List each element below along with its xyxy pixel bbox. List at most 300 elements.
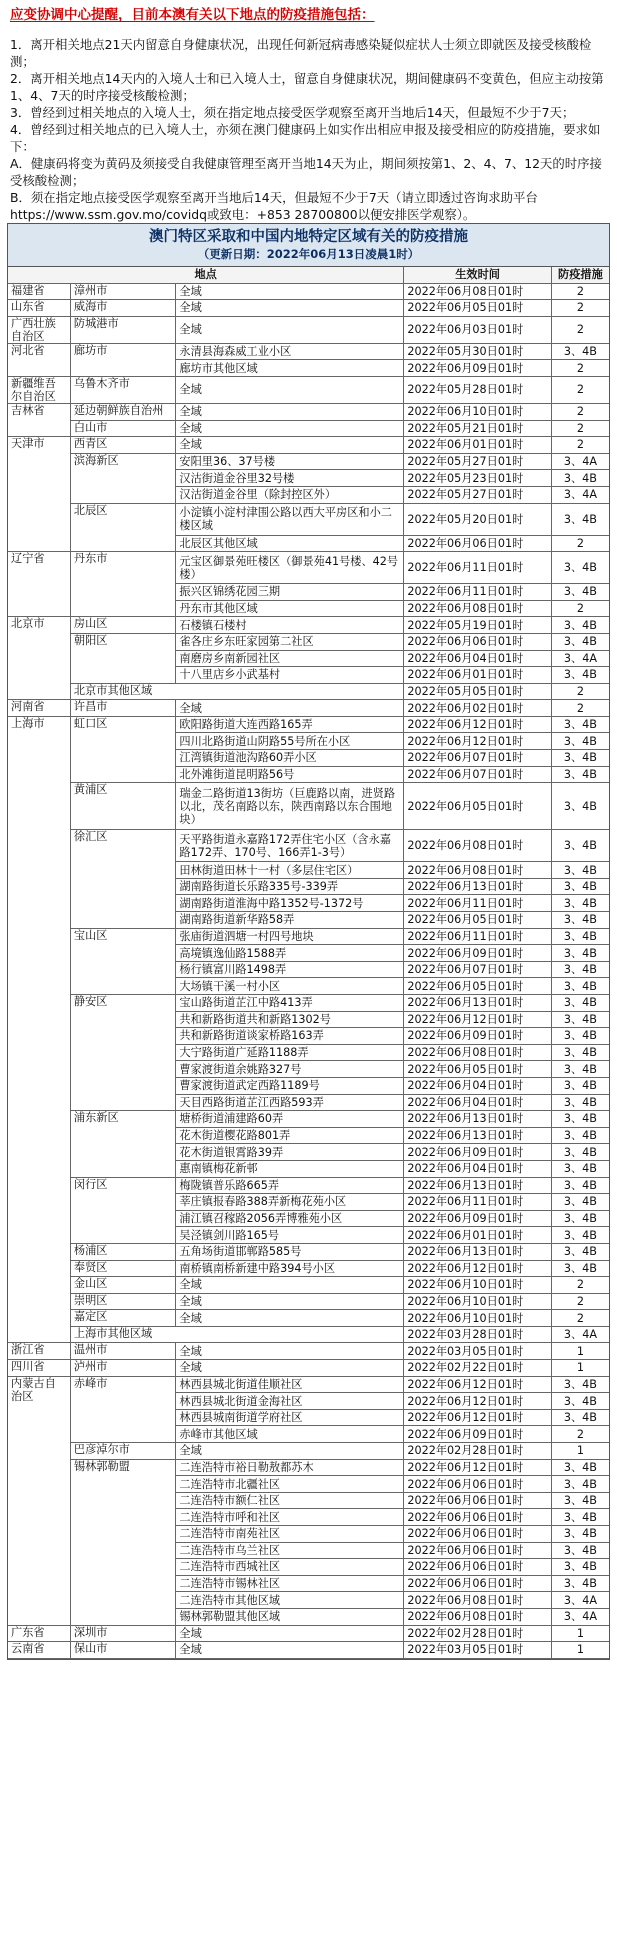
area-cell: 共和新路街道共和新路1302号 (176, 1011, 404, 1028)
province-cell: 福建省 (8, 283, 70, 300)
effective-time-cell: 2022年02月28日01时 (404, 1443, 552, 1460)
city-cell: 金山区 (70, 1277, 176, 1294)
area-cell: 湖南路街道新华路58弄 (176, 912, 404, 929)
effective-time-cell: 2022年02月28日01时 (404, 1625, 552, 1642)
effective-time-cell: 2022年06月12日01时 (404, 1459, 552, 1476)
area-cell: 雀各庄乡东旺家园第二社区 (176, 633, 404, 650)
effective-time-cell: 2022年06月05日01时 (404, 978, 552, 995)
measure-cell: 3、4B (551, 1210, 609, 1227)
table-body (8, 283, 609, 1658)
city-cell: 宝山区 (70, 928, 176, 994)
measure-cell: 1 (551, 1625, 609, 1642)
measure-cell: 3、4B (551, 1044, 609, 1061)
area-cell: 二连浩特市西城社区 (176, 1559, 404, 1576)
effective-time-cell: 2022年06月06日01时 (404, 535, 552, 552)
measure-cell: 2 (551, 437, 609, 454)
measure-cell: 3、4B (551, 928, 609, 945)
effective-time-cell: 2022年06月05日01时 (404, 912, 552, 929)
measure-cell: 3、4B (551, 978, 609, 995)
city-cell: 丹东市 (70, 552, 176, 617)
area-cell: 小淀镇小淀村津围公路以西大平房区和小二楼区域 (176, 503, 404, 535)
city-cell: 赤峰市 (70, 1376, 176, 1442)
effective-time-cell: 2022年06月06日01时 (404, 1559, 552, 1576)
table-row (8, 1243, 609, 1260)
table-row (8, 683, 609, 700)
city-cell: 滨海新区 (70, 453, 176, 503)
measure-cell: 3、4B (551, 1094, 609, 1111)
area-cell: 塘桥街道浦建路60弄 (176, 1111, 404, 1128)
area-cell: 天目西路街道芷江西路593弄 (176, 1094, 404, 1111)
area-cell: 全域 (176, 1310, 404, 1327)
area-cell: 曹家渡街道武定西路1189号 (176, 1077, 404, 1094)
effective-time-cell: 2022年06月12日01时 (404, 1376, 552, 1393)
table-row (8, 1326, 609, 1343)
measure-cell: 3、4B (551, 633, 609, 650)
effective-time-cell: 2022年06月12日01时 (404, 1409, 552, 1426)
table-row (8, 1443, 609, 1460)
measure-cell: 3、4B (551, 1061, 609, 1078)
table-row (8, 1625, 609, 1642)
area-cell: 林西县城南街道学府社区 (176, 1409, 404, 1426)
measure-cell: 3、4B (551, 1260, 609, 1277)
area-cell: 曹家渡街道余姚路327号 (176, 1061, 404, 1078)
table-row (8, 633, 609, 650)
effective-time-cell: 2022年06月12日01时 (404, 1011, 552, 1028)
city-cell: 静安区 (70, 995, 176, 1111)
table-header-row (8, 267, 609, 283)
table-row (8, 300, 609, 317)
table-row (8, 552, 609, 584)
table-row (8, 1177, 609, 1194)
area-cell: 元宝区御景苑旺楼区（御景苑41号楼、42号楼） (176, 552, 404, 584)
measure-cell: 1 (551, 1642, 609, 1659)
effective-time-cell: 2022年06月07日01时 (404, 750, 552, 767)
measure-cell: 3、4B (551, 1160, 609, 1177)
city-cell: 朝阳区 (70, 633, 176, 683)
city-cell: 奉贤区 (70, 1260, 176, 1277)
measure-cell: 3、4B (551, 1194, 609, 1211)
effective-time-cell: 2022年06月13日01时 (404, 1177, 552, 1194)
city-cell: 威海市 (70, 300, 176, 317)
table-row (8, 1293, 609, 1310)
measure-cell: 2 (551, 316, 609, 343)
effective-time-cell: 2022年06月06日01时 (404, 633, 552, 650)
effective-time-cell: 2022年06月08日01时 (404, 1044, 552, 1061)
area-cell: 南磨房乡南新园社区 (176, 650, 404, 667)
effective-time-cell: 2022年06月07日01时 (404, 766, 552, 783)
effective-time-cell: 2022年06月11日01时 (404, 584, 552, 601)
effective-time-cell: 2022年06月09日01时 (404, 1144, 552, 1161)
effective-time-cell: 2022年06月01日01时 (404, 667, 552, 684)
province-cell: 辽宁省 (8, 552, 70, 617)
table-row (8, 1642, 609, 1659)
area-cell: 全域 (176, 1277, 404, 1294)
city-cell: 北京市其他区域 (70, 683, 403, 700)
effective-time-cell: 2022年06月06日01时 (404, 1526, 552, 1543)
province-cell: 吉林省 (8, 403, 70, 436)
measure-cell: 3、4A (551, 1608, 609, 1625)
table-row (8, 783, 609, 830)
area-cell: 二连浩特市其他区域 (176, 1592, 404, 1609)
table-row (8, 376, 609, 403)
effective-time-cell: 2022年06月01日01时 (404, 437, 552, 454)
measure-cell: 3、4B (551, 1028, 609, 1045)
measure-cell: 2 (551, 1426, 609, 1443)
area-cell: 丹东市其他区域 (176, 600, 404, 617)
area-cell: 北外滩街道昆明路56号 (176, 766, 404, 783)
measure-cell: 2 (551, 376, 609, 403)
table-row (8, 1376, 609, 1393)
notice-item-4b: B．须在指定地点接受医学观察至离开当地后14天，但最短不少于7天（请立即透过咨询求助平台https://www.ssm.gov.mo/covidq或致电：+853 28700800以便安排医学观察）。 (10, 190, 538, 222)
measure-cell: 3、4B (551, 945, 609, 962)
measure-cell: 3、4B (551, 1575, 609, 1592)
effective-time-cell: 2022年06月10日01时 (404, 403, 552, 420)
area-cell: 汉沽街道金谷里（除封控区外） (176, 486, 404, 503)
measure-cell: 2 (551, 1310, 609, 1327)
effective-time-cell: 2022年06月08日01时 (404, 1608, 552, 1625)
measure-cell: 2 (551, 420, 609, 437)
notice-item-2: 2．离开相关地点14天内的入境人士和已入境人士，留意自身健康状况，期间健康码不变黄色，但应主动按第1、4、7天的时序接受核酸检测； (10, 71, 604, 103)
effective-time-cell: 2022年02月22日01时 (404, 1360, 552, 1377)
table-row (8, 995, 609, 1012)
area-cell: 二连浩特市裕日勒敖都苏木 (176, 1459, 404, 1476)
table-row (8, 403, 609, 420)
measure-cell: 2 (551, 535, 609, 552)
effective-time-cell: 2022年05月20日01时 (404, 503, 552, 535)
area-cell: 汉沽街道金谷里32号楼 (176, 470, 404, 487)
measure-cell: 3、4B (551, 716, 609, 733)
measure-cell: 3、4B (551, 862, 609, 879)
measure-cell: 3、4B (551, 1542, 609, 1559)
table-row (8, 503, 609, 535)
measure-cell: 3、4B (551, 750, 609, 767)
city-cell: 虹口区 (70, 716, 176, 782)
table-row (8, 437, 609, 454)
measure-cell: 3、4B (551, 1227, 609, 1244)
area-cell: 五角场街道邯郸路585号 (176, 1243, 404, 1260)
effective-time-cell: 2022年06月13日01时 (404, 995, 552, 1012)
table-row (8, 316, 609, 343)
notice-item-3: 3．曾经到过相关地点的入境人士，须在指定地点接受医学观察至离开当地后14天，但最短不少于7天； (10, 105, 575, 120)
table-row (8, 420, 609, 437)
city-cell: 徐汇区 (70, 830, 176, 928)
effective-time-cell: 2022年06月01日01时 (404, 1227, 552, 1244)
measure-cell: 3、4B (551, 878, 609, 895)
table-row (8, 1459, 609, 1476)
area-cell: 宝山路街道芷江中路413弄 (176, 995, 404, 1012)
effective-time-cell: 2022年06月11日01时 (404, 1194, 552, 1211)
province-cell: 北京市 (8, 617, 70, 700)
effective-time-cell: 2022年06月10日01时 (404, 1293, 552, 1310)
area-cell: 天平路街道永嘉路172弄住宅小区（含永嘉路172弄、170号、166弄1-3号） (176, 830, 404, 862)
city-cell: 保山市 (70, 1642, 176, 1659)
measure-cell: 3、4B (551, 470, 609, 487)
province-cell: 河北省 (8, 343, 70, 376)
notice-item-1: 1．离开相关地点21天内留意自身健康状况，出现任何新冠病毒感染疑似症状人士须立即就医及接受核酸检测； (10, 37, 592, 69)
table-row (8, 453, 609, 470)
effective-time-cell: 2022年06月04日01时 (404, 1094, 552, 1111)
city-cell: 许昌市 (70, 700, 176, 717)
effective-time-cell: 2022年05月23日01时 (404, 470, 552, 487)
effective-time-cell: 2022年06月13日01时 (404, 1111, 552, 1128)
notice-item-4a: A．健康码将变为黄码及须接受自我健康管理至离开当地14天为止，期间须按第1、2、4、7、12天的时序接受核酸检测； (10, 156, 602, 188)
measure-cell: 2 (551, 700, 609, 717)
effective-time-cell: 2022年06月05日01时 (404, 1061, 552, 1078)
measure-cell: 3、4B (551, 783, 609, 830)
measure-cell: 3、4B (551, 1144, 609, 1161)
measure-cell: 2 (551, 283, 609, 300)
city-cell: 西青区 (70, 437, 176, 454)
area-cell: 浦江镇召稼路2056弄博雅苑小区 (176, 1210, 404, 1227)
effective-time-cell: 2022年06月03日01时 (404, 316, 552, 343)
measure-cell: 3、4B (551, 584, 609, 601)
province-cell: 河南省 (8, 700, 70, 717)
measure-cell: 2 (551, 1293, 609, 1310)
effective-time-cell: 2022年06月04日01时 (404, 1160, 552, 1177)
effective-time-cell: 2022年06月09日01时 (404, 1426, 552, 1443)
area-cell: 吴泾镇剑川路165号 (176, 1227, 404, 1244)
area-cell: 四川北路街道山阴路55号所在小区 (176, 733, 404, 750)
area-cell: 杨行镇富川路1498弄 (176, 961, 404, 978)
area-cell: 湖南路街道淮海中路1352号-1372号 (176, 895, 404, 912)
measure-cell: 3、4B (551, 1111, 609, 1128)
table-row (8, 1343, 609, 1360)
effective-time-cell: 2022年06月06日01时 (404, 1476, 552, 1493)
effective-time-cell: 2022年06月12日01时 (404, 1393, 552, 1410)
effective-time-cell: 2022年06月13日01时 (404, 1127, 552, 1144)
measure-cell: 3、4B (551, 1559, 609, 1576)
measure-cell: 3、4B (551, 1409, 609, 1426)
area-cell: 大场镇干溪一村小区 (176, 978, 404, 995)
effective-time-cell: 2022年05月05日01时 (404, 683, 552, 700)
header-measures: 防疫措施 (551, 267, 609, 283)
area-cell: 全域 (176, 420, 404, 437)
effective-time-cell: 2022年06月11日01时 (404, 895, 552, 912)
effective-time-cell: 2022年06月12日01时 (404, 716, 552, 733)
measure-cell: 3、4B (551, 1492, 609, 1509)
area-cell: 二连浩特市呼和社区 (176, 1509, 404, 1526)
effective-time-cell: 2022年06月09日01时 (404, 1028, 552, 1045)
table-row (8, 617, 609, 634)
effective-time-cell: 2022年06月06日01时 (404, 1509, 552, 1526)
table-row (8, 830, 609, 862)
measure-cell: 3、4B (551, 766, 609, 783)
measure-cell: 2 (551, 600, 609, 617)
measure-cell: 2 (551, 360, 609, 377)
area-cell: 江湾镇街道池沟路60弄小区 (176, 750, 404, 767)
effective-time-cell: 2022年06月05日01时 (404, 300, 552, 317)
area-cell: 田林街道田林十一村（多层住宅区） (176, 862, 404, 879)
area-cell: 林西县城北街道金海社区 (176, 1393, 404, 1410)
area-cell: 二连浩特市南苑社区 (176, 1526, 404, 1543)
measure-cell: 1 (551, 1443, 609, 1460)
effective-time-cell: 2022年06月12日01时 (404, 733, 552, 750)
effective-time-cell: 2022年06月04日01时 (404, 1077, 552, 1094)
area-cell: 张庙街道泗塘一村四号地块 (176, 928, 404, 945)
area-cell: 二连浩特市额仁社区 (176, 1492, 404, 1509)
effective-time-cell: 2022年05月27日01时 (404, 453, 552, 470)
table-row (8, 343, 609, 360)
measure-cell: 3、4B (551, 1476, 609, 1493)
table-row (8, 928, 609, 945)
effective-time-cell: 2022年03月28日01时 (404, 1326, 552, 1343)
area-cell: 二连浩特市北疆社区 (176, 1476, 404, 1493)
area-cell: 永清县海森威工业小区 (176, 343, 404, 360)
area-cell: 二连浩特市乌兰社区 (176, 1542, 404, 1559)
city-cell: 锡林郭勒盟 (70, 1459, 176, 1625)
effective-time-cell: 2022年06月09日01时 (404, 360, 552, 377)
area-cell: 二连浩特市锡林社区 (176, 1575, 404, 1592)
notice-item-4: 4．曾经到过相关地点的已入境人士，亦须在澳门健康码上如实作出相应申报及接受相应的防疫措施，要求如下： (10, 122, 601, 154)
city-cell: 闵行区 (70, 1177, 176, 1243)
city-cell: 乌鲁木齐市 (70, 376, 176, 403)
effective-time-cell: 2022年06月08日01时 (404, 862, 552, 879)
effective-time-cell: 2022年06月06日01时 (404, 1492, 552, 1509)
area-cell: 全域 (176, 403, 404, 420)
area-cell: 北辰区其他区域 (176, 535, 404, 552)
effective-time-cell: 2022年06月06日01时 (404, 1575, 552, 1592)
measure-cell: 2 (551, 403, 609, 420)
measure-cell: 3、4B (551, 1243, 609, 1260)
city-cell: 延边朝鲜族自治州 (70, 403, 176, 420)
header-effective-time: 生效时间 (404, 267, 552, 283)
effective-time-cell: 2022年06月10日01时 (404, 1310, 552, 1327)
area-cell: 共和新路街道谈家桥路163弄 (176, 1028, 404, 1045)
measure-cell: 2 (551, 683, 609, 700)
area-cell: 振兴区锦绣花园三期 (176, 584, 404, 601)
province-cell: 广东省 (8, 1625, 70, 1642)
area-cell: 全域 (176, 1360, 404, 1377)
province-cell: 天津市 (8, 437, 70, 552)
effective-time-cell: 2022年05月27日01时 (404, 486, 552, 503)
area-cell: 全域 (176, 283, 404, 300)
notice-section (0, 0, 617, 223)
notice-body (10, 36, 607, 223)
area-cell: 全域 (176, 1625, 404, 1642)
measure-cell: 3、4B (551, 830, 609, 862)
measure-cell: 3、4B (551, 995, 609, 1012)
province-cell: 山东省 (8, 300, 70, 317)
notice-title: 应变协调中心提醒，目前本澳有关以下地点的防疫措施包括： (10, 7, 375, 23)
city-cell: 上海市其他区域 (70, 1326, 403, 1343)
effective-time-cell: 2022年05月19日01时 (404, 617, 552, 634)
effective-time-cell: 2022年06月08日01时 (404, 283, 552, 300)
area-cell: 廊坊市其他区域 (176, 360, 404, 377)
area-cell: 全域 (176, 376, 404, 403)
effective-time-cell: 2022年06月09日01时 (404, 945, 552, 962)
measure-cell: 3、4B (551, 733, 609, 750)
province-cell: 四川省 (8, 1360, 70, 1377)
effective-time-cell: 2022年06月13日01时 (404, 1243, 552, 1260)
province-cell: 云南省 (8, 1642, 70, 1659)
effective-time-cell: 2022年06月07日01时 (404, 961, 552, 978)
effective-time-cell: 2022年03月05日01时 (404, 1343, 552, 1360)
effective-time-cell: 2022年06月13日01时 (404, 878, 552, 895)
city-cell: 防城港市 (70, 316, 176, 343)
effective-time-cell: 2022年06月06日01时 (404, 1542, 552, 1559)
measure-cell: 3、4A (551, 486, 609, 503)
measure-cell: 3、4A (551, 650, 609, 667)
city-cell: 房山区 (70, 617, 176, 634)
table-row (8, 1310, 609, 1327)
effective-time-cell: 2022年06月04日01时 (404, 650, 552, 667)
effective-time-cell: 2022年06月08日01时 (404, 600, 552, 617)
effective-time-cell: 2022年06月02日01时 (404, 700, 552, 717)
province-cell: 浙江省 (8, 1343, 70, 1360)
effective-time-cell: 2022年06月09日01时 (404, 1210, 552, 1227)
area-cell: 湖南路街道长乐路335号-339弄 (176, 878, 404, 895)
effective-time-cell: 2022年05月30日01时 (404, 343, 552, 360)
effective-time-cell: 2022年06月10日01时 (404, 1277, 552, 1294)
table-row (8, 700, 609, 717)
area-cell: 高境镇逸仙路1588弄 (176, 945, 404, 962)
area-cell: 南桥镇南桥新建中路394号小区 (176, 1260, 404, 1277)
area-cell: 全域 (176, 1293, 404, 1310)
table-row (8, 1360, 609, 1377)
area-cell: 全域 (176, 316, 404, 343)
effective-time-cell: 2022年06月12日01时 (404, 1260, 552, 1277)
measure-cell: 3、4B (551, 961, 609, 978)
table-header-banner (8, 224, 609, 267)
city-cell: 白山市 (70, 420, 176, 437)
measure-cell: 3、4B (551, 1376, 609, 1393)
city-cell: 漳州市 (70, 283, 176, 300)
measures-table (8, 267, 609, 1659)
measure-cell: 3、4B (551, 552, 609, 584)
city-cell: 嘉定区 (70, 1310, 176, 1327)
area-cell: 十八里店乡小武基村 (176, 667, 404, 684)
area-cell: 惠南镇梅花新邨 (176, 1160, 404, 1177)
city-cell: 巴彦淖尔市 (70, 1443, 176, 1460)
city-cell: 黄浦区 (70, 783, 176, 830)
table-row (8, 1260, 609, 1277)
area-cell: 安阳里36、37号楼 (176, 453, 404, 470)
area-cell: 赤峰市其他区域 (176, 1426, 404, 1443)
measure-cell: 3、4B (551, 503, 609, 535)
area-cell: 全域 (176, 1343, 404, 1360)
table-row (8, 1277, 609, 1294)
measure-cell: 2 (551, 1277, 609, 1294)
measure-cell: 2 (551, 300, 609, 317)
effective-time-cell: 2022年06月08日01时 (404, 1592, 552, 1609)
measures-table-panel (7, 223, 610, 1660)
city-cell: 崇明区 (70, 1293, 176, 1310)
area-cell: 花木街道樱花路801弄 (176, 1127, 404, 1144)
measure-cell: 3、4B (551, 343, 609, 360)
effective-time-cell: 2022年05月21日01时 (404, 420, 552, 437)
effective-time-cell: 2022年06月05日01时 (404, 783, 552, 830)
measure-cell: 3、4B (551, 1393, 609, 1410)
area-cell: 大宁路街道广延路1188弄 (176, 1044, 404, 1061)
header-location: 地点 (8, 267, 404, 283)
measure-cell: 3、4B (551, 912, 609, 929)
table-title: 澳门特区采取和中国内地特定区域有关的防疫措施 (149, 229, 468, 245)
city-cell: 杨浦区 (70, 1243, 176, 1260)
area-cell: 全域 (176, 437, 404, 454)
area-cell: 梅陇镇普乐路665弄 (176, 1177, 404, 1194)
province-cell: 新疆维吾尔自治区 (8, 376, 70, 403)
city-cell: 北辰区 (70, 503, 176, 552)
measure-cell: 3、4A (551, 1592, 609, 1609)
area-cell: 全域 (176, 1642, 404, 1659)
measure-cell: 3、4B (551, 1077, 609, 1094)
measure-cell: 3、4B (551, 1459, 609, 1476)
province-cell: 内蒙古自治区 (8, 1376, 70, 1625)
measure-cell: 3、4B (551, 1127, 609, 1144)
effective-time-cell: 2022年06月11日01时 (404, 928, 552, 945)
measure-cell: 3、4B (551, 1509, 609, 1526)
city-cell: 温州市 (70, 1343, 176, 1360)
